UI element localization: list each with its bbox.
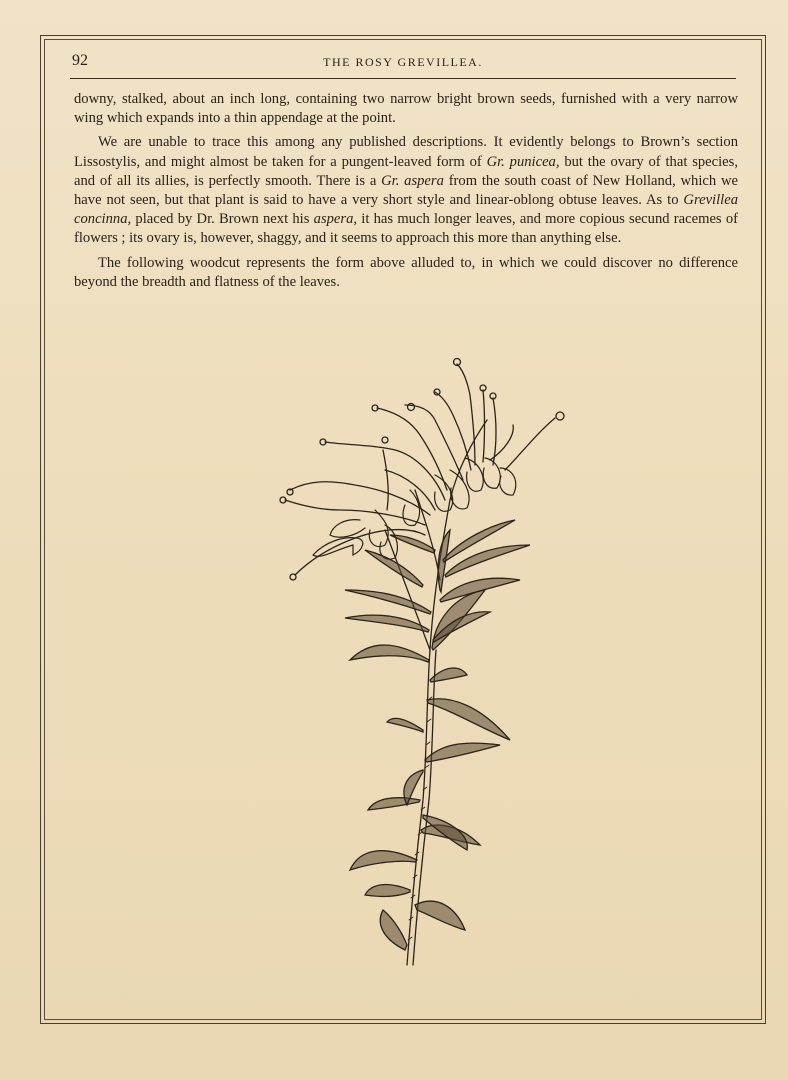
leaf bbox=[368, 798, 420, 810]
leaf bbox=[345, 590, 431, 614]
leaf bbox=[427, 699, 510, 740]
text-run: from the south coast of New Holland, which we have not seen, but that plant is said to have a very short style and linear-oblong obtuse leaves. As to bbox=[74, 172, 739, 209]
paragraph-1 bbox=[74, 90, 738, 128]
text-run: We are unable to trace this among any published descriptions. It evidently belongs to Brown’s section Lissostylis, and might almost be taken for a pungent-leaved form of bbox=[74, 134, 738, 170]
leaf bbox=[415, 901, 465, 930]
text-run: downy, stalked, about an inch long, containing two narrow bright brown seeds, furnished with a very narrow wing which expands into a thin appendage at the point. bbox=[74, 91, 738, 127]
leaf bbox=[365, 885, 410, 897]
leaf bbox=[430, 668, 467, 682]
text-run: it has much longer leaves, and more copious secund racemes of flowers ; its ovary is, however, shaggy, and it seems to approach this more than anything else. bbox=[74, 211, 738, 247]
body-text bbox=[74, 90, 738, 297]
leaf bbox=[345, 615, 429, 632]
leaf bbox=[440, 578, 520, 602]
italic-text-run: aspera, bbox=[313, 211, 358, 228]
italic-text-run: Gr. punicea, bbox=[486, 153, 560, 170]
page-header bbox=[70, 52, 736, 79]
paragraph-3 bbox=[74, 254, 738, 292]
paragraph-2 bbox=[74, 133, 738, 248]
italic-text-run: Gr. aspera bbox=[381, 172, 444, 189]
text-run: The following woodcut represents the form above alluded to, in which we could discover no difference beyond the breadth and flatness of the leaves. bbox=[74, 254, 738, 290]
text-run: placed by Dr. Brown next his bbox=[131, 211, 314, 228]
text-run: but the ovary of that species, and of all its allies, is perfectly smooth. There is a bbox=[74, 153, 738, 189]
running-title: THE ROSY GREVILLEA. bbox=[323, 55, 483, 69]
leaf bbox=[380, 910, 407, 950]
leaf bbox=[425, 743, 500, 762]
leaf bbox=[387, 718, 423, 732]
italic-text-run: Grevillea concinna, bbox=[74, 192, 738, 228]
leaf bbox=[350, 851, 417, 870]
grevillea-woodcut-illustration bbox=[235, 350, 575, 970]
page-number: 92 bbox=[72, 52, 88, 69]
leaf bbox=[350, 645, 429, 662]
